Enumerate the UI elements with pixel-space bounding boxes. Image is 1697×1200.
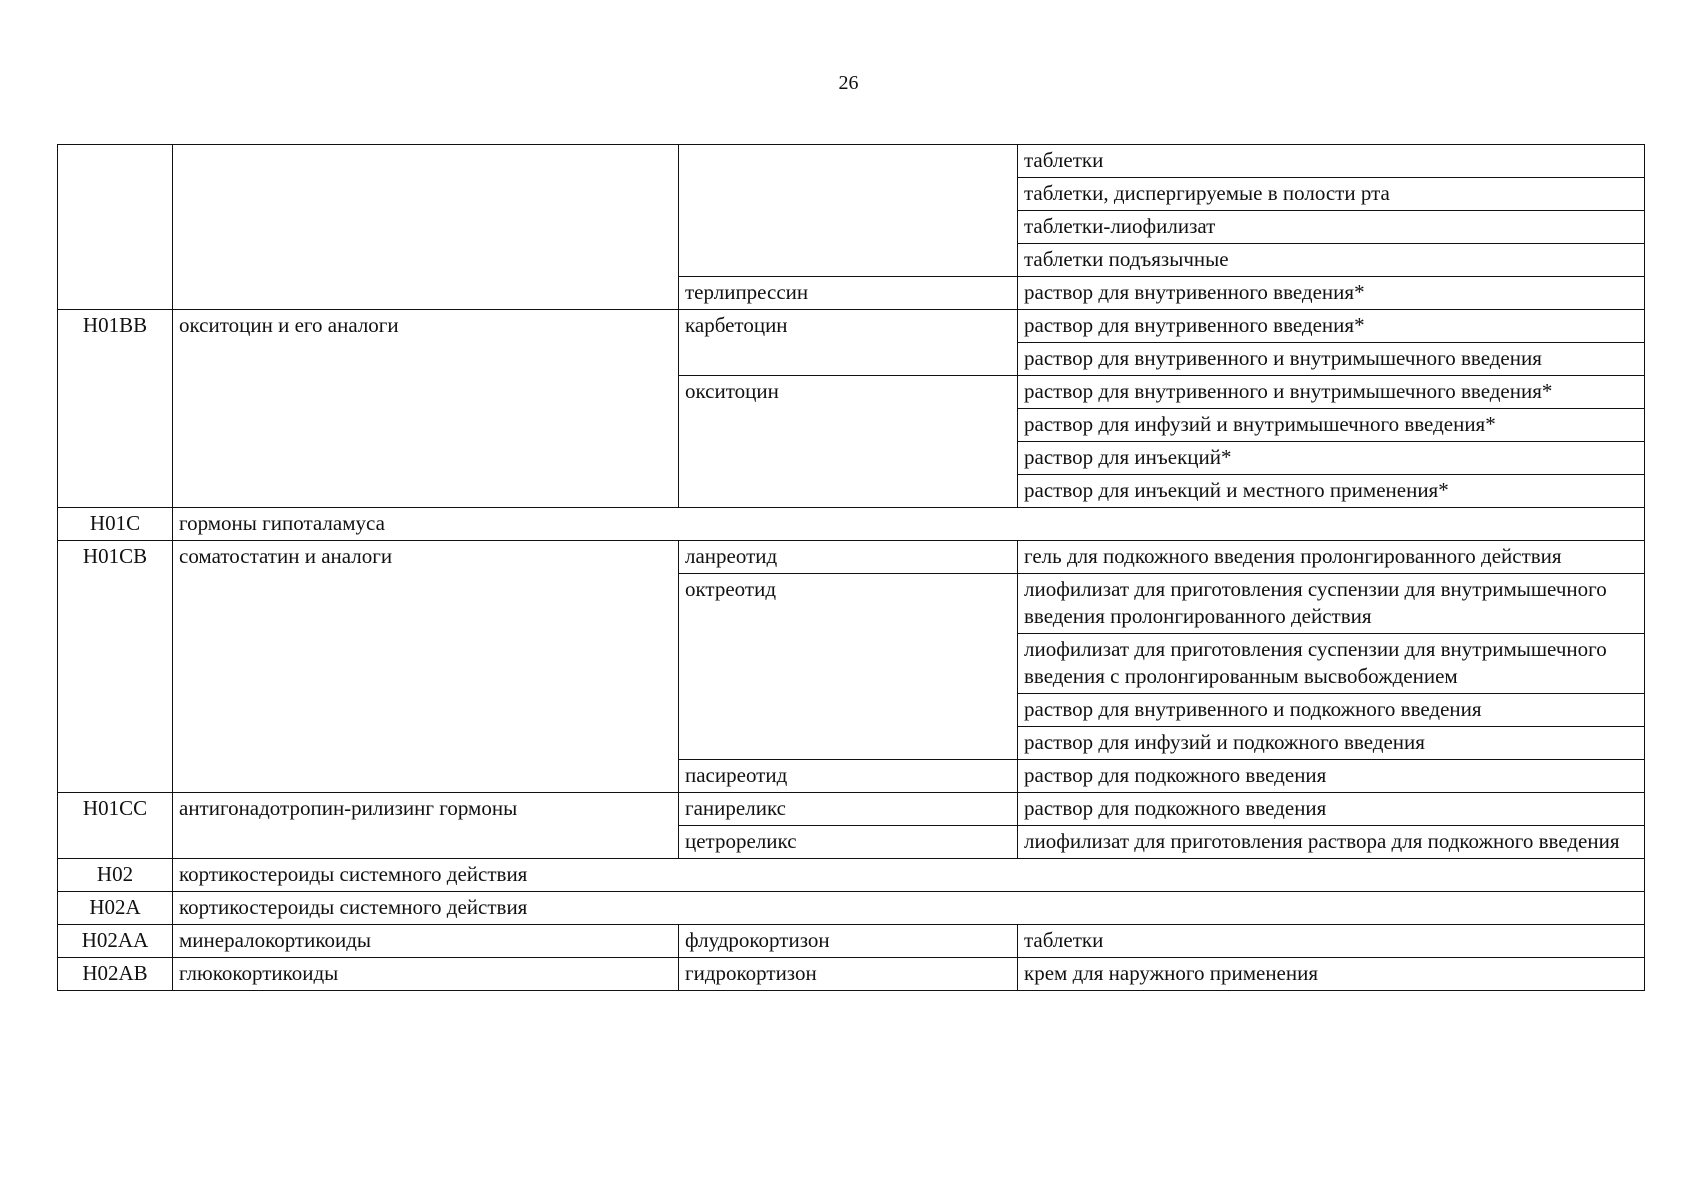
- group-name-cell: гормоны гипоталамуса: [173, 508, 1645, 541]
- dosage-form-cell: таблетки подъязычные: [1018, 244, 1645, 277]
- dosage-form-cell: лиофилизат для приготовления суспензии для внутримышечного введения с пролонгированным высвобождением: [1018, 634, 1645, 694]
- dosage-form-cell: раствор для подкожного введения: [1018, 793, 1645, 826]
- atc-code-cell: H02: [58, 859, 173, 892]
- dosage-form-cell: лиофилизат для приготовления суспензии для внутримышечного введения пролонгированного действия: [1018, 574, 1645, 634]
- table-row: [58, 541, 1645, 574]
- atc-code-cell: H01CC: [58, 793, 173, 859]
- drug-name-cell: флудрокортизон: [679, 925, 1018, 958]
- drug-classification-table: [57, 144, 1645, 991]
- dosage-form-cell: раствор для внутривенного введения*: [1018, 310, 1645, 343]
- dosage-form-cell: крем для наружного применения: [1018, 958, 1645, 991]
- group-name-cell: глюкокортикоиды: [173, 958, 679, 991]
- dosage-form-cell: раствор для инфузий и внутримышечного введения*: [1018, 409, 1645, 442]
- drug-name-cell: гидрокортизон: [679, 958, 1018, 991]
- table-row: [58, 958, 1645, 991]
- table-row: [58, 793, 1645, 826]
- group-name-cell: антигонадотропин-рилизинг гормоны: [173, 793, 679, 859]
- dosage-form-cell: раствор для подкожного введения: [1018, 760, 1645, 793]
- atc-code-cell: [58, 145, 173, 310]
- dosage-form-cell: раствор для внутривенного введения*: [1018, 277, 1645, 310]
- group-name-cell: соматостатин и аналоги: [173, 541, 679, 793]
- atc-code-cell: H02AA: [58, 925, 173, 958]
- dosage-form-cell: гель для подкожного введения пролонгированного действия: [1018, 541, 1645, 574]
- dosage-form-cell: раствор для внутривенного и подкожного введения: [1018, 694, 1645, 727]
- table-row: [58, 145, 1645, 178]
- drug-name-cell: ланреотид: [679, 541, 1018, 574]
- dosage-form-cell: таблетки, диспергируемые в полости рта: [1018, 178, 1645, 211]
- group-name-cell: окситоцин и его аналоги: [173, 310, 679, 508]
- table-row: [58, 310, 1645, 343]
- dosage-form-cell: лиофилизат для приготовления раствора для подкожного введения: [1018, 826, 1645, 859]
- drug-name-cell: цетрореликс: [679, 826, 1018, 859]
- dosage-form-cell: раствор для инфузий и подкожного введения: [1018, 727, 1645, 760]
- drug-name-cell: октреотид: [679, 574, 1018, 760]
- dosage-form-cell: таблетки: [1018, 925, 1645, 958]
- atc-code-cell: H01BB: [58, 310, 173, 508]
- drug-name-cell: окситоцин: [679, 376, 1018, 508]
- drug-name-cell: карбетоцин: [679, 310, 1018, 376]
- table-row: [58, 925, 1645, 958]
- group-name-cell: минералокортикоиды: [173, 925, 679, 958]
- page-number: 26: [838, 72, 859, 94]
- dosage-form-cell: таблетки: [1018, 145, 1645, 178]
- dosage-form-cell: раствор для внутривенного и внутримышечного введения*: [1018, 376, 1645, 409]
- atc-code-cell: H02AB: [58, 958, 173, 991]
- drug-name-cell: терлипрессин: [679, 277, 1018, 310]
- atc-code-cell: H02A: [58, 892, 173, 925]
- dosage-form-cell: раствор для инъекций и местного применения*: [1018, 475, 1645, 508]
- dosage-form-cell: раствор для инъекций*: [1018, 442, 1645, 475]
- drug-name-cell: ганиреликс: [679, 793, 1018, 826]
- group-name-cell: [173, 145, 679, 310]
- table-row: [58, 508, 1645, 541]
- table-row: [58, 859, 1645, 892]
- group-name-cell: кортикостероиды системного действия: [173, 892, 1645, 925]
- dosage-form-cell: раствор для внутривенного и внутримышечного введения: [1018, 343, 1645, 376]
- atc-code-cell: H01C: [58, 508, 173, 541]
- dosage-form-cell: таблетки-лиофилизат: [1018, 211, 1645, 244]
- drug-name-cell: пасиреотид: [679, 760, 1018, 793]
- drug-name-cell: [679, 145, 1018, 277]
- group-name-cell: кортикостероиды системного действия: [173, 859, 1645, 892]
- table-row: [58, 892, 1645, 925]
- atc-code-cell: H01CB: [58, 541, 173, 793]
